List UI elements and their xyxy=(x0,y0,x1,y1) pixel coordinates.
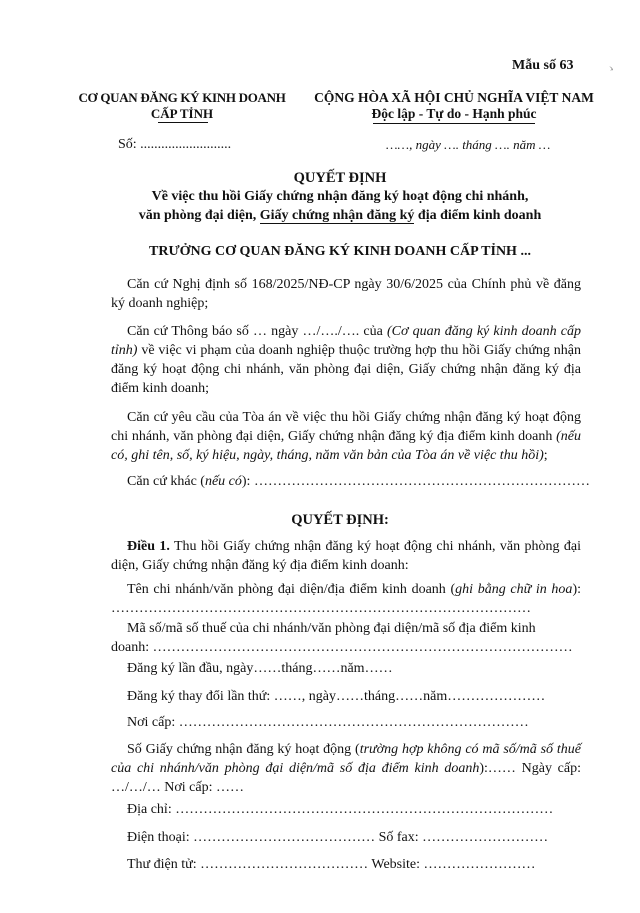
basis-text-2b: (Cơ quan đăng ký kinh doanh cấp tỉnh) xyxy=(111,324,581,358)
phone-fax-field: Điện thoại: ………………………………… Số fax: ……………………… xyxy=(127,830,549,845)
branch-name-label-a: Tên chi nhánh/văn phòng đại diện/địa điểm kinh doanh ( xyxy=(127,582,456,597)
branch-name-label-c: ): ……………………………………………………………………………… xyxy=(111,582,581,616)
country-name: CỘNG HÒA XÃ HỘI CHỦ NGHĨA VIỆT NAM xyxy=(314,90,594,105)
basis-text-3a: Căn cứ yêu cầu của Tòa án về việc thu hồi Giấy chứng nhận đăng ký hoạt động chi nhánh, văn phòng đại diện, Giấy chứng nhận đăng ký địa điểm kinh doanh xyxy=(111,410,581,444)
branch-name-label-b: ghi bằng chữ in hoa xyxy=(455,582,573,597)
agency-underline xyxy=(158,122,208,123)
article-1 xyxy=(111,537,581,575)
basis-paragraph-2 xyxy=(111,322,581,398)
agency-level: CẤP TỈNH xyxy=(150,106,214,121)
motto: Độc lập - Tự do - Hạnh phúc xyxy=(371,106,537,121)
basis-paragraph-4 xyxy=(127,474,590,490)
basis-text-4a: Căn cứ khác ( xyxy=(127,474,205,489)
basis-text-4c: ): ……………………………………………………………… xyxy=(241,474,590,489)
certificate-label-c: ):…… Ngày cấp: …/…/… Nơi cấp: …… xyxy=(111,761,581,795)
branch-name-field xyxy=(111,580,581,618)
decision-heading: QUYẾT ĐỊNH: xyxy=(291,512,389,528)
subtitle-part-a: văn phòng đại diện, xyxy=(138,208,260,223)
tax-code-line-1: Mã số/mã số thuế của chi nhánh/văn phòng đại diện/mã số địa điểm kinh xyxy=(127,621,536,636)
document-date: ……, ngày …. tháng …. năm … xyxy=(386,137,551,152)
subtitle-line-2 xyxy=(0,208,640,224)
motto-underline xyxy=(373,123,535,124)
address-field: Địa chỉ: ……………………………………………………………………… xyxy=(127,802,554,817)
basis-paragraph-1 xyxy=(111,275,581,313)
basis-text-2c: về việc vi phạm của doanh nghiệp thuộc trường hợp thu hồi Giấy chứng nhận đăng ký hoạt động chi nhánh, văn phòng đại diện, Giấy chứng nhận đăng ký địa điểm kinh doanh; xyxy=(111,343,581,396)
subtitle-line-1: Về việc thu hồi Giấy chứng nhận đăng ký hoạt động chi nhánh, xyxy=(151,189,529,204)
basis-paragraph-3 xyxy=(111,408,581,465)
tax-code-line-2: doanh: ……………………………………………………………………………… xyxy=(111,640,573,655)
subtitle-part-c: địa điểm kinh doanh xyxy=(414,208,542,223)
article-1-text: Thu hồi Giấy chứng nhận đăng ký hoạt động chi nhánh, văn phòng đại diện, Giấy chứng nhận đăng ký địa điểm kinh doanh: xyxy=(111,539,581,573)
change-registration-field: Đăng ký thay đổi lần thứ: ……, ngày……tháng……năm………………… xyxy=(127,689,546,704)
basis-text-3c: ; xyxy=(543,448,548,463)
certificate-label-a: Số Giấy chứng nhận đăng ký hoạt động ( xyxy=(127,742,360,757)
basis-text-4b: nếu có xyxy=(204,474,242,489)
issuing-place-field: Nơi cấp: ………………………………………………………………… xyxy=(127,715,529,730)
first-registration-field: Đăng ký lần đầu, ngày……tháng……năm…… xyxy=(127,661,393,676)
agency-name: CƠ QUAN ĐĂNG KÝ KINH DOANH xyxy=(78,90,286,105)
email-website-field: Thư điện tử: ……………………………… Website: …………………… xyxy=(127,857,536,872)
subtitle-part-b: Giấy chứng nhận đăng ký xyxy=(259,208,415,223)
document-number: Số: .......................... xyxy=(118,137,232,152)
certificate-number-field xyxy=(111,740,581,797)
article-1-label: Điều 1. xyxy=(127,539,170,554)
document-title: QUYẾT ĐỊNH xyxy=(293,170,387,186)
form-number: Mẫu số 63 xyxy=(512,58,574,73)
certificate-label-b: trường hợp không có mã số/mã số thuế của chi nhánh/văn phòng đại diện/mã số địa điểm kinh doanh xyxy=(111,742,581,776)
basis-text-3b: (nếu có, ghi tên, số, ký hiệu, ngày, tháng, năm văn bản của Tòa án về việc thu hồi) xyxy=(111,429,581,463)
issuing-authority: TRƯỞNG CƠ QUAN ĐĂNG KÝ KINH DOANH CẤP TỈNH ... xyxy=(149,244,531,259)
corner-mark: ゝ xyxy=(606,64,616,75)
basis-text-1: Căn cứ Nghị định số 168/2025/NĐ-CP ngày 30/6/2025 của Chính phủ về đăng ký doanh nghiệp; xyxy=(111,277,581,311)
basis-text-2a: Căn cứ Thông báo số … ngày …/…./…. của xyxy=(127,324,387,339)
